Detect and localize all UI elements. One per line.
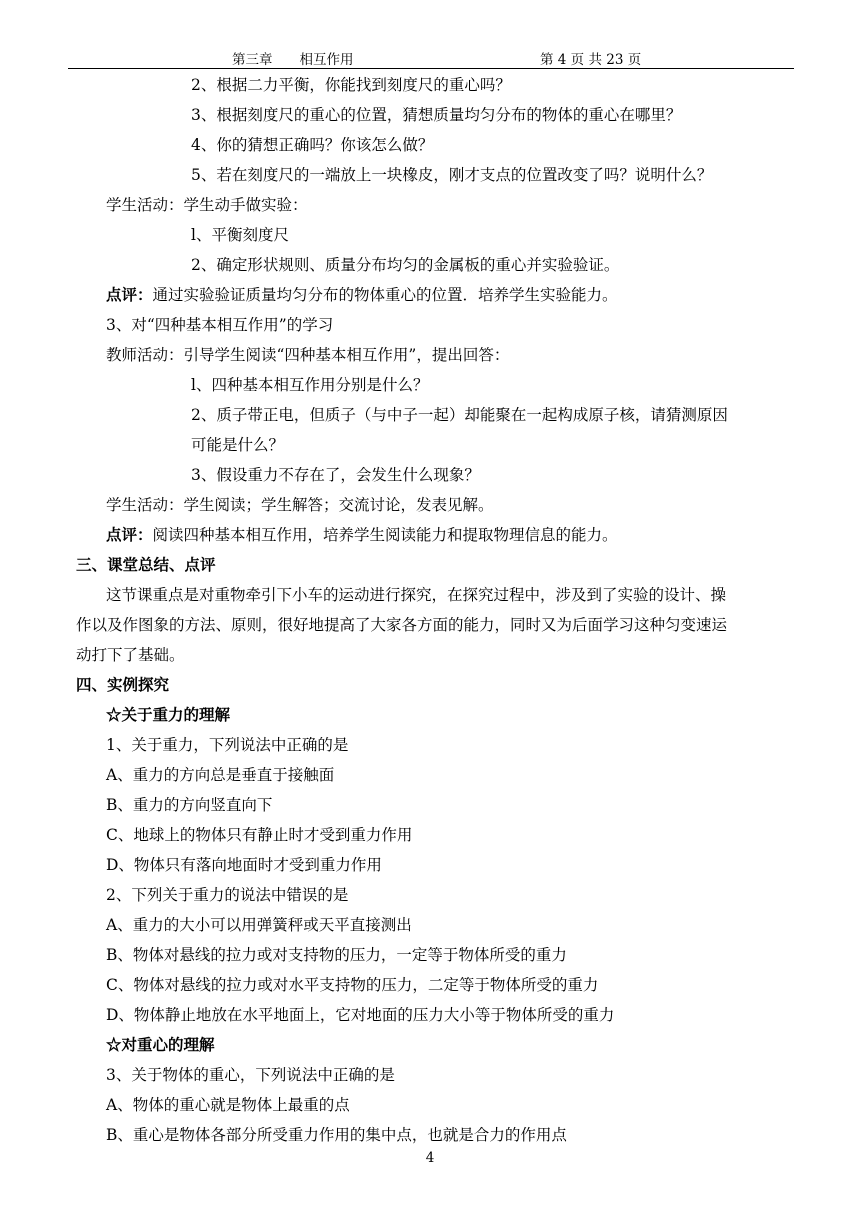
comment-text: 阅读四种基本相互作用，培养学生阅读能力和提取物理信息的能力。 <box>152 526 618 544</box>
question-5: 5、若在刻度尺的一端放上一块橡皮，刚才支点的位置改变了吗？说明什么？ <box>191 166 713 184</box>
exercise-1-option-c: C、地球上的物体只有静止时才受到重力作用 <box>106 826 413 844</box>
comment-label: 点评： <box>106 525 153 544</box>
activity-item-1: l、平衡刻度尺 <box>191 226 289 244</box>
exercise-2-option-b: B、物体对悬线的拉力或对支持物的压力，一定等于物体所受的重力 <box>106 946 567 964</box>
exercise-2-option-a: A、重力的大小可以用弹簧秤或天平直接测出 <box>106 916 412 934</box>
chapter-title: 第三章 相互作用 <box>232 52 354 68</box>
summary-paragraph-line-1: 这节课重点是对重物牵引下小车的运动进行探究，在探究过程中，涉及到了实验的设计、操 <box>106 586 727 604</box>
teacher-question-3: 3、假设重力不存在了，会发生什么现象？ <box>191 466 480 484</box>
subsection-center-of-gravity: ☆对重心的理解 <box>106 1035 215 1054</box>
comment-label: 点评： <box>106 285 153 304</box>
subsection-gravity: ☆关于重力的理解 <box>106 705 231 724</box>
teacher-question-1: l、四种基本相互作用分别是什么？ <box>191 376 429 394</box>
page-number: 4 <box>425 1150 435 1166</box>
exercise-3-option-a: A、物体的重心就是物体上最重的点 <box>106 1096 350 1114</box>
page-header <box>68 44 794 69</box>
exercise-1-option-a: A、重力的方向总是垂直于接触面 <box>106 766 335 784</box>
comment-text: 通过实验验证质量均匀分布的物体重心的位置．培养学生实验能力。 <box>152 286 618 304</box>
exercise-3-option-b: B、重心是物体各部分所受重力作用的集中点，也就是合力的作用点 <box>106 1126 567 1144</box>
comment-1 <box>106 284 618 306</box>
exercise-2: 2、下列关于重力的说法中错误的是 <box>106 886 349 904</box>
exercise-3: 3、关于物体的重心，下列说法中正确的是 <box>106 1066 395 1084</box>
teacher-question-2-cont: 可能是什么？ <box>191 436 285 454</box>
student-activity-2: 学生活动：学生阅读；学生解答；交流讨论，发表见解。 <box>106 496 494 514</box>
section-3-heading: 3、对“四种基本相互作用”的学习 <box>106 316 334 334</box>
summary-paragraph-line-2: 作以及作图象的方法、原则，很好地提高了大家各方面的能力，同时又为后面学习这种匀变速运 <box>76 616 728 634</box>
section-heading-summary: 三、课堂总结、点评 <box>76 555 216 574</box>
page-info: 第 4 页 共 23 页 <box>540 52 642 68</box>
comment-2 <box>106 524 618 546</box>
exercise-1-option-b: B、重力的方向竖直向下 <box>106 796 273 814</box>
question-2: 2、根据二力平衡，你能找到刻度尺的重心吗？ <box>191 76 511 94</box>
student-activity-1: 学生活动：学生动手做实验： <box>106 196 308 214</box>
question-4: 4、你的猜想正确吗？你该怎么做？ <box>191 136 434 154</box>
teacher-question-2: 2、质子带正电，但质子（与中子一起）却能聚在一起构成原子核，请猜测原因 <box>191 406 728 424</box>
summary-paragraph-line-3: 动打下了基础。 <box>76 646 185 664</box>
question-3: 3、根据刻度尺的重心的位置，猜想质量均匀分布的物体的重心在哪里？ <box>191 106 682 124</box>
section-heading-examples: 四、实例探究 <box>76 675 170 694</box>
exercise-1-option-d: D、物体只有落向地面时才受到重力作用 <box>106 856 382 874</box>
exercise-2-option-d: D、物体静止地放在水平地面上，它对地面的压力大小等于物体所受的重力 <box>106 1006 615 1024</box>
exercise-1: 1、关于重力，下列说法中正确的是 <box>106 736 349 754</box>
exercise-2-option-c: C、物体对悬线的拉力或对水平支持物的压力，二定等于物体所受的重力 <box>106 976 599 994</box>
teacher-activity: 教师活动：引导学生阅读“四种基本相互作用”，提出回答： <box>106 346 510 364</box>
activity-item-2: 2、确定形状规则、质量分布均匀的金属板的重心并实验验证。 <box>191 256 620 274</box>
